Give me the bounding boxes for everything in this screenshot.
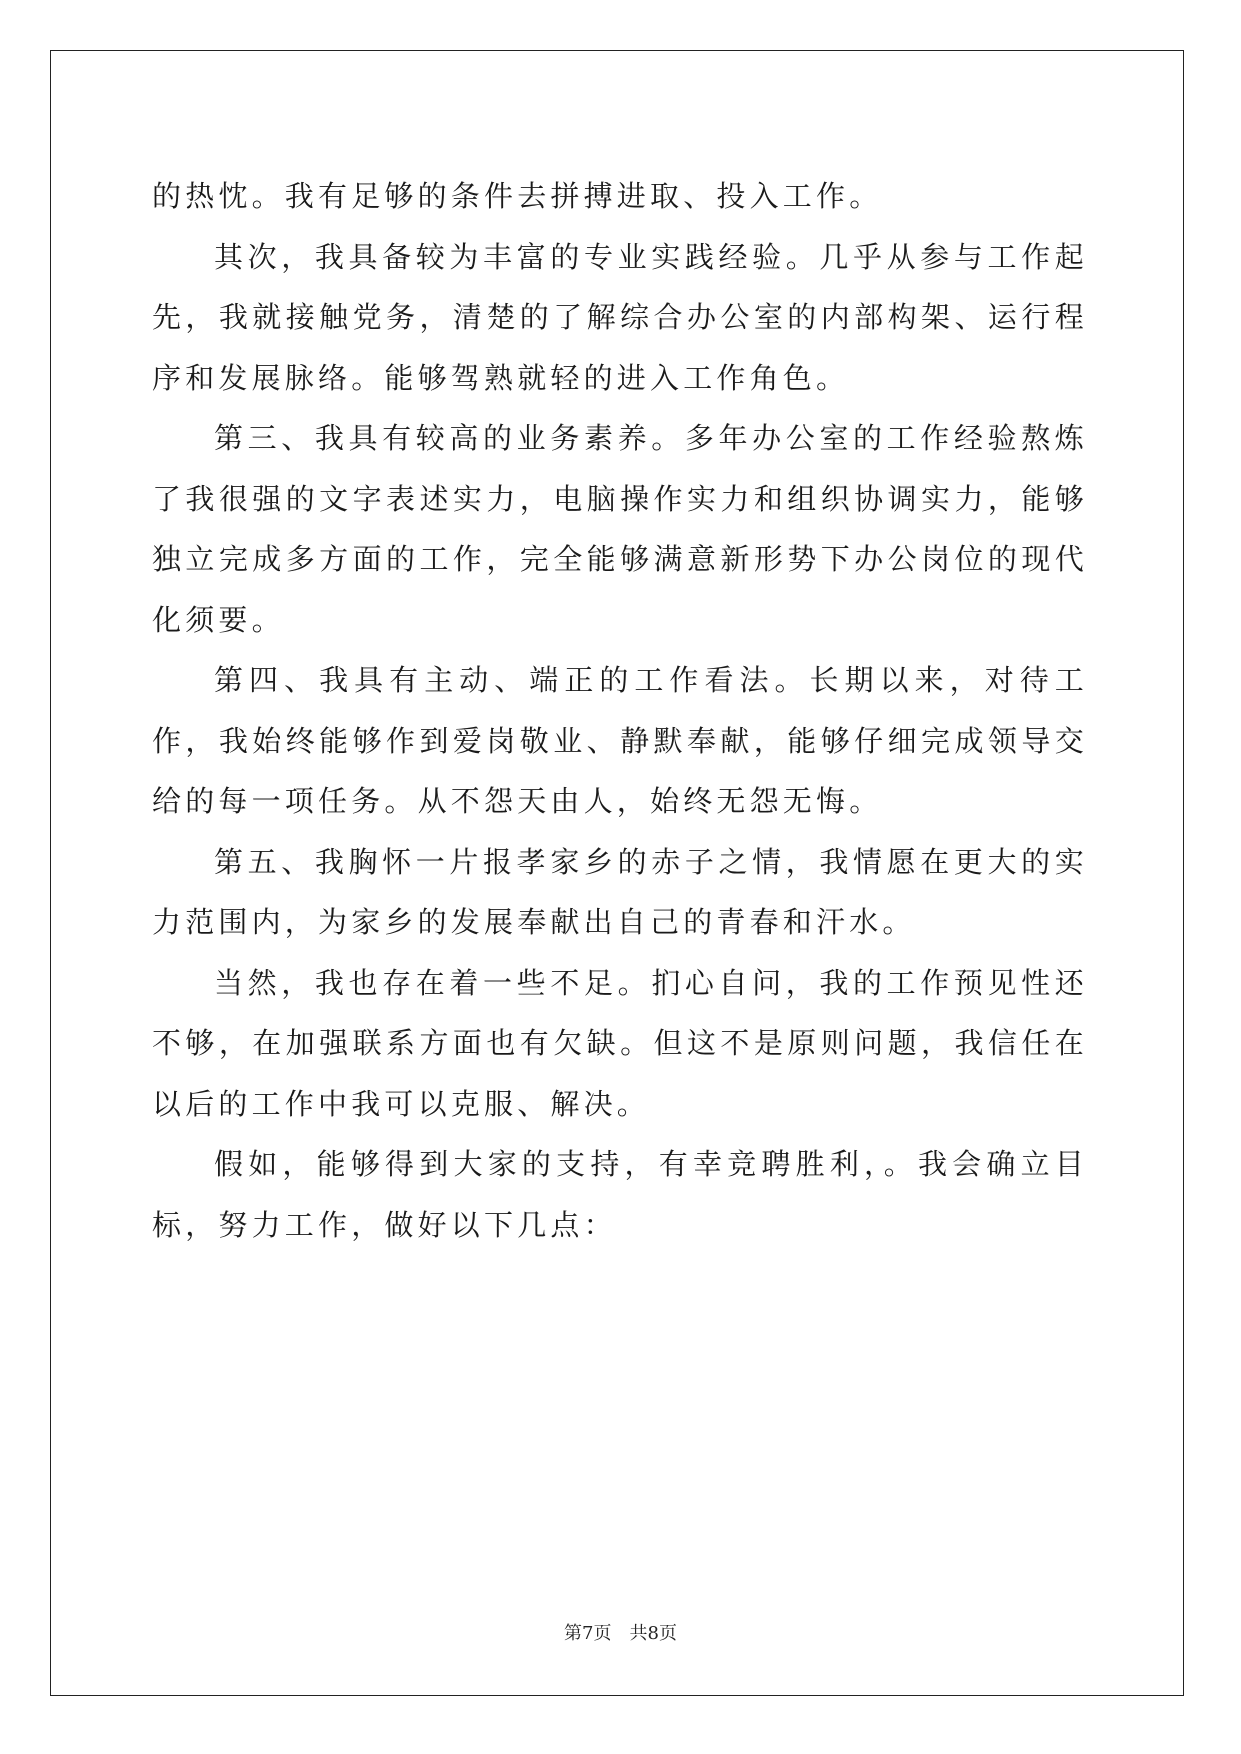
page-footer xyxy=(0,1619,1241,1645)
paragraph-experience: 其次，我具备较为丰富的专业实践经验。几乎从参与工作起先，我就接触党务，清楚的了解综合办公室的内部构架、运行程序和发展脉络。能够驾熟就轻的进入工作角色。 xyxy=(152,239,1088,395)
document-body xyxy=(152,166,1088,1255)
paragraph-hometown: 第五、我胸怀一片报孝家乡的赤子之情，我情愿在更大的实力范围内，为家乡的发展奉献出自己的青春和汗水。 xyxy=(152,844,1088,939)
page-number: 第7页 xyxy=(564,1623,612,1644)
paragraph-goals: 假如，能够得到大家的支持，有幸竞聘胜利，。我会确立目标，努力工作，做好以下几点： xyxy=(152,1147,1088,1242)
paragraph-attitude: 第四、我具有主动、端正的工作看法。长期以来，对待工作，我始终能够作到爱岗敬业、静默奉献，能够仔细完成领导交给的每一项任务。从不怨天由人，始终无怨无悔。 xyxy=(152,663,1088,818)
paragraph-skills: 第三、我具有较高的业务素养。多年办公室的工作经验熬炼了我很强的文字表述实力，电脑操作实力和组织协调实力，能够独立完成多方面的工作，完全能够满意新形势下办公岗位的现代化须要。 xyxy=(152,421,1088,637)
page-total: 共8页 xyxy=(629,1623,677,1644)
paragraph-shortcomings: 当然，我也存在着一些不足。扪心自问，我的工作预见性还不够，在加强联系方面也有欠缺。但这不是原则问题，我信任在以后的工作中我可以克服、解决。 xyxy=(152,965,1088,1121)
paragraph-continuation: 的热忱。我有足够的条件去拼搏进取、投入工作。 xyxy=(152,179,883,213)
